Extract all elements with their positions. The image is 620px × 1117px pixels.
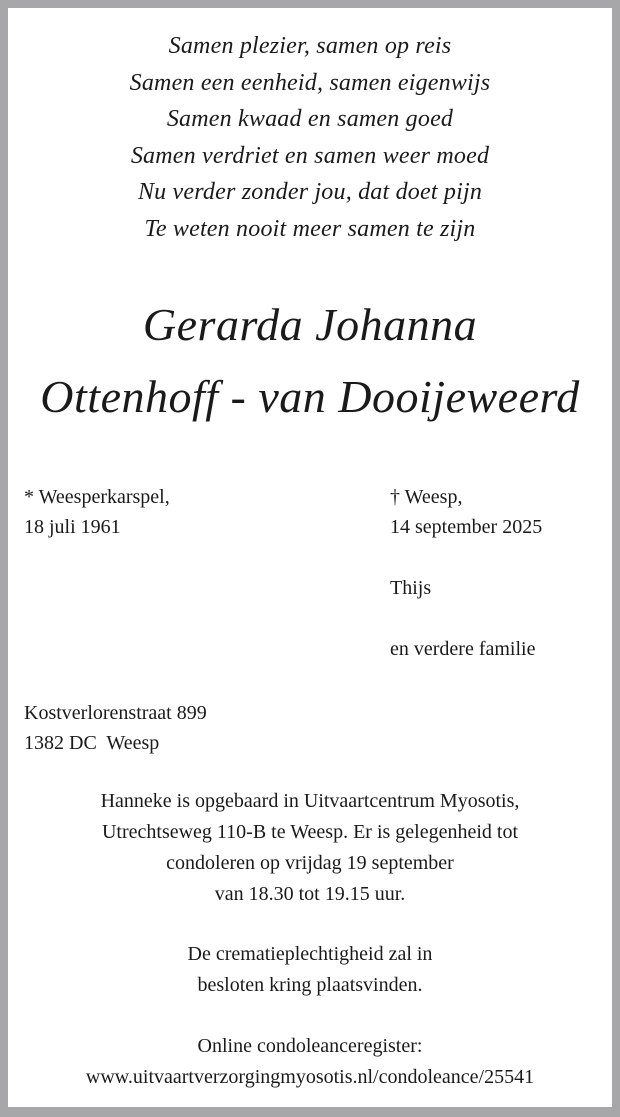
address-street: Kostverlorenstraat 899 — [24, 702, 207, 724]
notice-line: condoleren op vrijdag 19 september — [166, 852, 454, 874]
ceremony-notice — [0, 939, 620, 1001]
family-others: en verdere familie — [390, 638, 536, 660]
deceased-surname: Ottenhoff - van Dooijeweerd — [40, 371, 580, 422]
address-city: 1382 DC Weesp — [24, 732, 160, 754]
poem-line: Samen plezier, samen op reis — [168, 33, 452, 59]
poem-line: Te weten nooit meer samen te zijn — [144, 215, 476, 242]
deceased-given-names: Gerarda Johanna — [142, 299, 478, 350]
ceremony-line: De crematieplechtigheid zal in — [187, 943, 433, 965]
viewing-notice — [0, 786, 620, 910]
birth-place: * Weesperkarspel, — [24, 486, 170, 508]
online-register-label: Online condoleanceregister: — [197, 1035, 423, 1057]
notice-line: van 18.30 tot 19.15 uur. — [214, 883, 406, 905]
poem — [0, 28, 620, 248]
poem-line: Samen een eenheid, samen eigenwijs — [129, 69, 491, 96]
death-date: 14 september 2025 — [390, 516, 543, 538]
ceremony-line: besloten kring plaatsvinden. — [197, 974, 423, 996]
poem-line: Samen kwaad en samen goed — [166, 106, 454, 133]
birth-date: 18 juli 1961 — [24, 516, 121, 538]
notice-line: Utrechtseweg 110-B te Weesp. Er is gelegenheid tot — [101, 821, 519, 843]
death-place: † Weesp, — [390, 486, 463, 508]
notice-line: Hanneke is opgebaard in Uitvaartcentrum Myosotis, — [100, 790, 520, 812]
online-register-url[interactable]: www.uitvaartverzorgingmyosotis.nl/condoleance/25541 — [85, 1066, 535, 1088]
online-register — [0, 1031, 620, 1093]
poem-line: Nu verder zonder jou, dat doet pijn — [137, 179, 483, 206]
family-partner: Thijs — [390, 577, 432, 599]
poem-line: Samen verdriet en samen weer moed — [130, 142, 490, 169]
